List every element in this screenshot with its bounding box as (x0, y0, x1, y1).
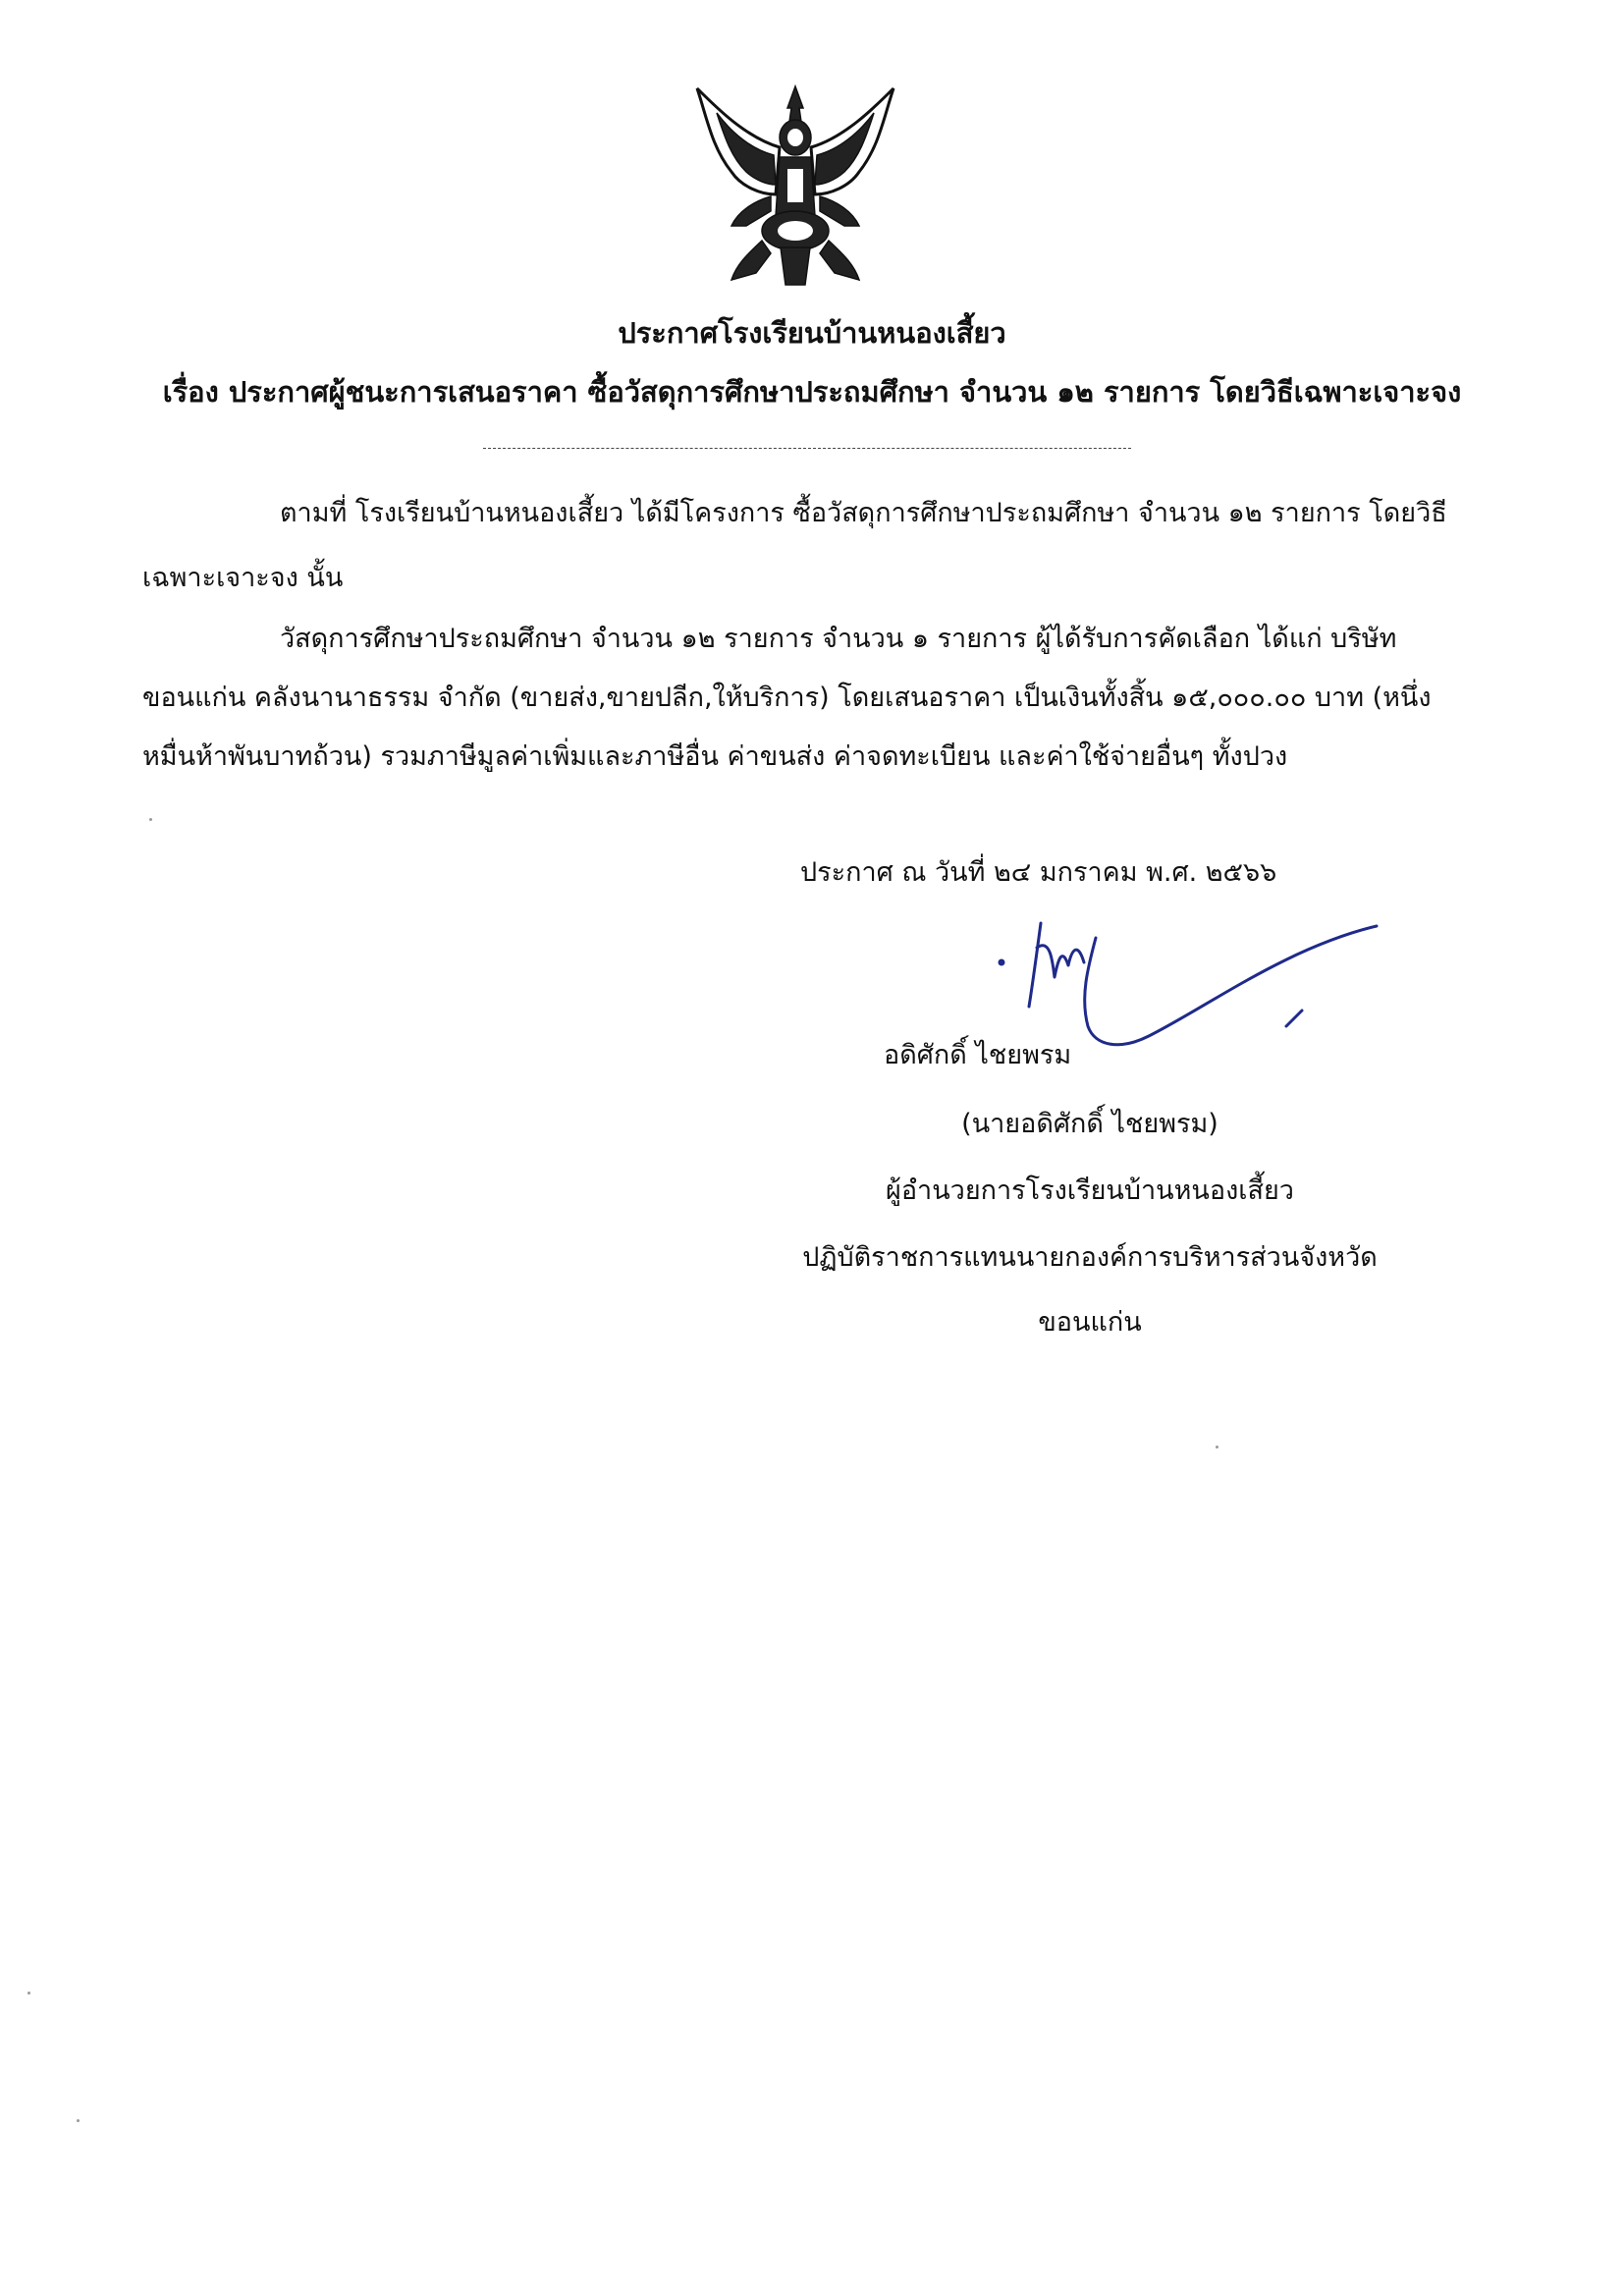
scan-speck (149, 818, 152, 821)
body-line-2: เฉพาะเจาะจง นั้น (142, 563, 344, 593)
signer-fullname: (นายอดิศักดิ์ ไชยพรม) (961, 1109, 1218, 1139)
signer-position-2: ปฏิบัติราชการแทนนายกองค์การบริหารส่วนจังหวัด (802, 1242, 1378, 1273)
announcement-date: ประกาศ ณ วันที่ ๒๔ มกราคม พ.ศ. ๒๕๖๖ (800, 857, 1277, 888)
body-line-4: ขอนแก่น คลังนานาธรรม จำกัด (ขายส่ง,ขายปลีก,ให้บริการ) โดยเสนอราคา เป็นเงินทั้งสิ้น ๑๕,๐๐๐.๐๐ บาท (หนึ่ง (142, 683, 1432, 713)
scan-speck (77, 2119, 80, 2122)
announcement-subject: เรื่อง ประกาศผู้ชนะการเสนอราคา ซื้อวัสดุการศึกษาประถมศึกษา จำนวน ๑๒ รายการ โดยวิธีเฉพาะเจาะจง (162, 375, 1462, 409)
signer-position-1: ผู้อำนวยการโรงเรียนบ้านหนองเสี้ยว (886, 1175, 1294, 1206)
body-line-5: หมื่นห้าพันบาทถ้วน) รวมภาษีมูลค่าเพิ่มและภาษีอื่น ค่าขนส่ง ค่าจดทะเบียน และค่าใช้จ่ายอื่นๆ ทั้งปวง (142, 741, 1288, 772)
scan-speck (27, 1992, 30, 1995)
signer-name: อดิศักดิ์ ไชยพรม (884, 1040, 1072, 1070)
garuda-emblem-icon (677, 79, 913, 295)
body-line-1: ตามที่ โรงเรียนบ้านหนองเสี้ยว ได้มีโครงการ ซื้อวัสดุการศึกษาประถมศึกษา จำนวน ๑๒ รายการ โดยวิธี (280, 498, 1447, 528)
scan-speck (1216, 1446, 1218, 1449)
signer-position-3: ขอนแก่น (1038, 1307, 1142, 1338)
body-line-3: วัสดุการศึกษาประถมศึกษา จำนวน ๑๒ รายการ จำนวน ๑ รายการ ผู้ได้รับการคัดเลือก ได้แก่ บริษัท (280, 624, 1397, 654)
announcement-title: ประกาศโรงเรียนบ้านหนองเสี้ยว (618, 316, 1006, 350)
divider (483, 448, 1131, 449)
